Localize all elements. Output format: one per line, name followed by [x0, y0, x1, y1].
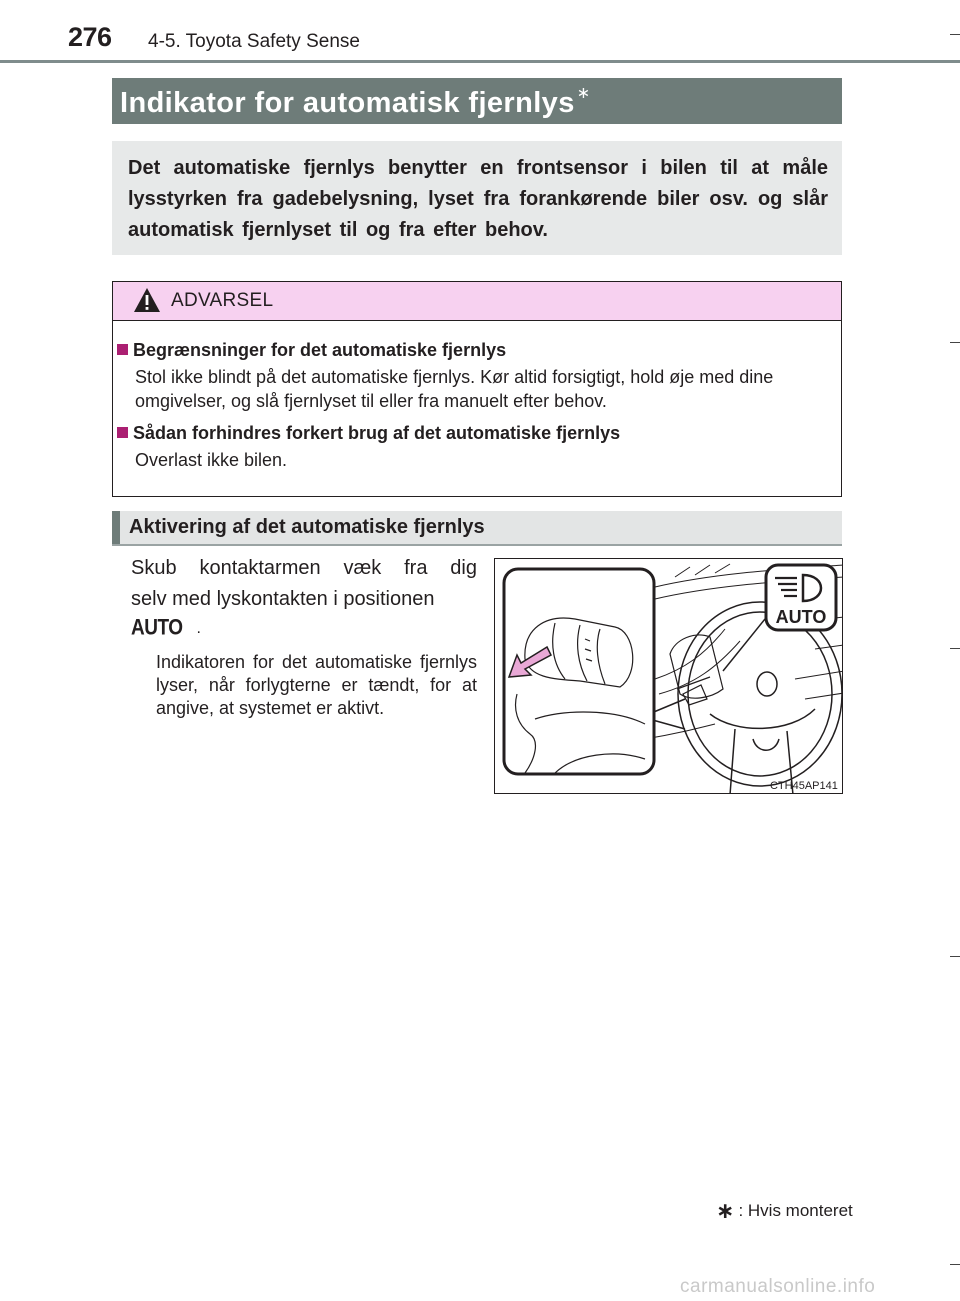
crop-mark: [950, 34, 960, 35]
header-rule: [0, 60, 960, 63]
zoom-inset: [504, 569, 654, 774]
subsection-heading: Aktivering af det automatiske fjernlys: [129, 516, 485, 538]
auto-symbol: AUTO: [131, 616, 183, 641]
indicator-note: Indikatoren for det automatiske fjernlys lyser, når forlygterne er tændt, for at angive, at systemet er aktivt.: [156, 652, 477, 718]
step-text-line2: selv med lyskontakten i positionen: [131, 588, 435, 610]
auto-suffix: .: [196, 620, 201, 637]
crop-mark: [950, 1264, 960, 1265]
page-title-text: Indikator for automatisk fjernlys: [120, 87, 575, 119]
page-number: 276: [68, 22, 112, 52]
warning-item-title: [117, 340, 835, 361]
crop-mark: [950, 648, 960, 649]
illustration-figure: [494, 558, 843, 794]
asterisk-icon: ∗: [716, 1198, 735, 1223]
section-title: 4-5. Toyota Safety Sense: [148, 31, 360, 52]
warning-item: [117, 340, 835, 413]
warning-item: [117, 423, 835, 472]
subsection-accent: [112, 511, 120, 544]
watermark-text: carmanualsonline.info: [680, 1276, 876, 1297]
page-title-bar: [112, 78, 842, 124]
step-text-line1: Skub kontaktarmen væk fra dig: [131, 557, 477, 579]
warning-item-text: Stol ikke blindt på det automatiske fjernlys. Kør altid forsigtigt, hold øje med dine omgivelser, og slå fjernlyset til eller fra manuelt efter behov.: [135, 367, 774, 411]
page-title: [120, 83, 591, 120]
footnote: [716, 1198, 853, 1223]
footnote-text: : Hvis monteret: [738, 1201, 853, 1220]
warning-header: [113, 282, 841, 321]
bullet-square-icon: [117, 344, 128, 355]
auto-position-line: [131, 618, 201, 640]
warning-item-text: Overlast ikke bilen.: [135, 450, 288, 470]
crop-mark: [950, 956, 960, 957]
steering-stalk-illustration: [495, 559, 843, 794]
warning-item-title: [117, 423, 835, 444]
intro-text: Det automatiske fjernlys benytter en frontsensor i bilen til at måle lysstyrken fra gadebelysning, lyset fra forankørende biler osv. og slår automatisk fjernlyset til og fra efter behov.: [128, 157, 828, 241]
warning-item-title-text: Sådan forhindres forkert brug af det automatiske fjernlys: [133, 423, 621, 443]
auto-callout-badge: [766, 565, 836, 630]
intro-box: [112, 141, 842, 255]
figure-auto-label: AUTO: [775, 607, 827, 627]
bullet-square-icon: [117, 427, 128, 438]
crop-mark: [950, 342, 960, 343]
warning-label: ADVARSEL: [171, 290, 274, 311]
figure-code: CTH45AP141: [770, 780, 838, 792]
warning-triangle-icon: [133, 287, 161, 313]
warning-box: [112, 281, 842, 497]
warning-item-title-text: Begrænsninger for det automatiske fjernlys: [133, 340, 507, 360]
asterisk-icon: ∗: [576, 85, 591, 102]
subsection-bar: [112, 511, 842, 546]
